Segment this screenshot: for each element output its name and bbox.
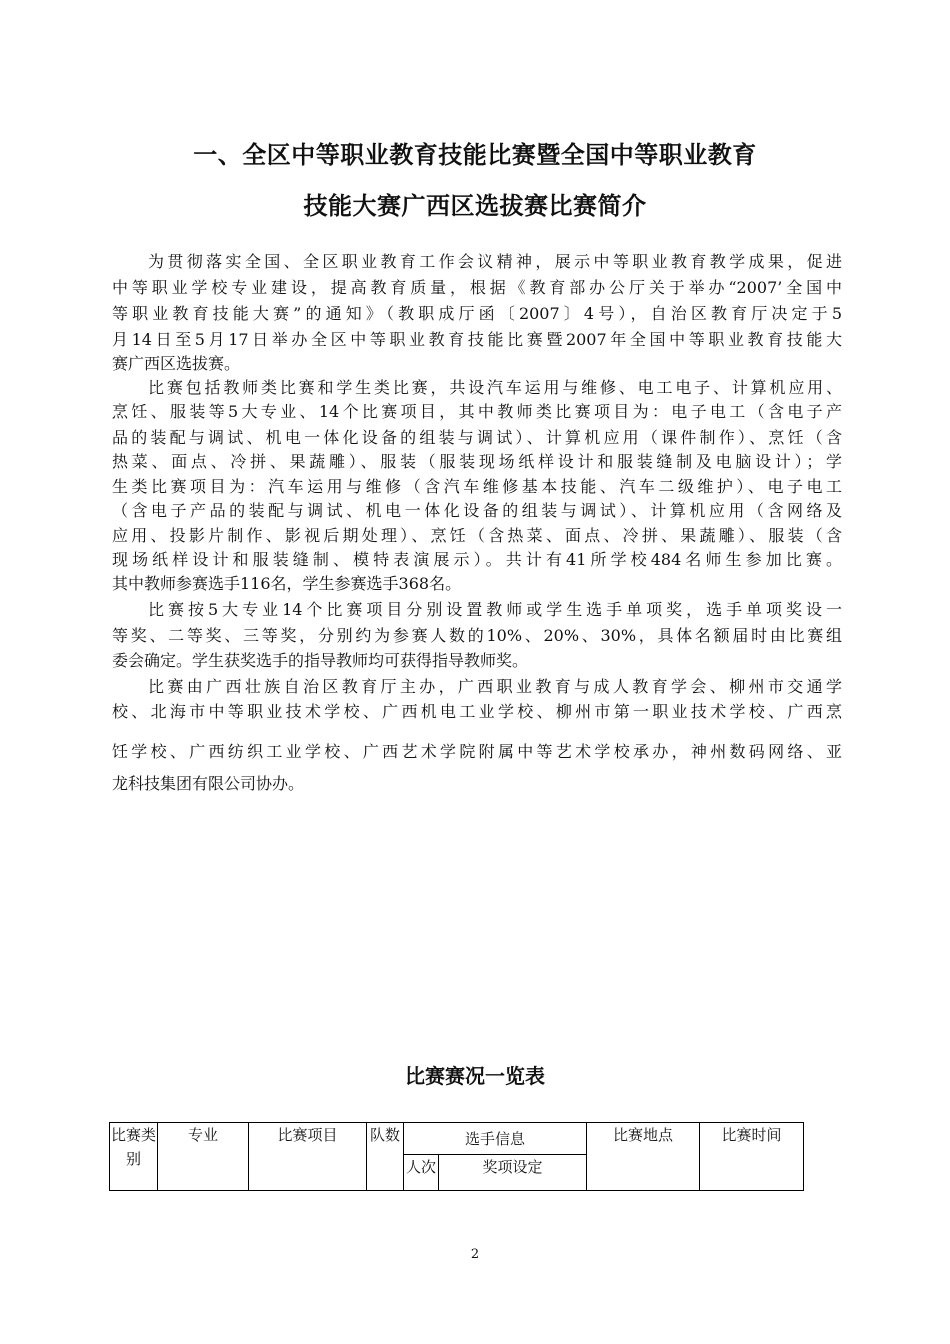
paragraph-line: 品的装配与调试、机电一体化设备的组装与调试）、计算机应用（课件制作）、烹饪（含 <box>112 428 842 447</box>
header-headcount: 人次 <box>404 1155 439 1191</box>
paragraph-line: 比赛由广西壮族自治区教育厅主办，广西职业教育与成人教育学会、柳州市交通学 <box>148 677 842 696</box>
paragraph-line: 饪学校、广西纺织工业学校、广西艺术学院附属中等艺术学校承办，神州数码网络、亚 <box>112 742 842 761</box>
header-time: 比赛时间 <box>700 1123 804 1191</box>
paragraph-line: 等奖、二等奖、三等奖，分别约为参赛人数的10%、20%、30%，具体名额届时由比赛组 <box>112 626 842 645</box>
paragraph-line: 月14日至5月17日举办全区中等职业教育技能比赛暨2007年全国中等职业教育技能大 <box>112 330 842 349</box>
document-title-line-2: 技能大赛广西区选拔赛比赛简介 <box>303 192 647 220</box>
header-teams: 队数 <box>367 1123 404 1191</box>
header-category: 比赛类别 <box>110 1123 158 1191</box>
paragraph-line: 比赛包括教师类比赛和学生类比赛，共设汽车运用与维修、电工电子、计算机应用、 <box>148 378 842 397</box>
paragraph-line: 应用、投影片制作、影视后期处理）、烹饪（含热菜、面点、冷拼、果蔬雕）、服装（含 <box>112 526 842 545</box>
header-awards: 奖项设定 <box>439 1155 587 1191</box>
paragraph-line: （含电子产品的装配与调试、机电一体化设备的组装与调试）、计算机应用（含网络及 <box>112 501 842 520</box>
paragraph-line: 委会确定。学生获奖选手的指导教师均可获得指导教师奖。 <box>112 651 529 670</box>
paragraph-line: 烹饪、服装等5大专业、14个比赛项目，其中教师类比赛项目为：电子电工（含电子产 <box>112 402 842 421</box>
table-title: 比赛赛况一览表 <box>405 1064 545 1088</box>
document-title-line-1: 一、全区中等职业教育技能比赛暨全国中等职业教育 <box>193 141 757 169</box>
paragraph-line: 龙科技集团有限公司协办。 <box>112 774 305 793</box>
paragraph-line: 其中教师参赛选手116名，学生参赛选手368名。 <box>112 574 462 593</box>
header-venue: 比赛地点 <box>587 1123 700 1191</box>
paragraph-line: 中等职业学校专业建设，提高教育质量，根据《教育部办公厅关于举办“2007’全国中 <box>112 278 842 297</box>
header-major: 专业 <box>158 1123 249 1191</box>
header-contestant-info: 选手信息 <box>404 1123 587 1155</box>
paragraph-line: 校、北海市中等职业技术学校、广西机电工业学校、柳州市第一职业技术学校、广西烹 <box>112 702 842 721</box>
paragraph-line: 赛广西区选拔赛。 <box>112 354 241 373</box>
paragraph-line: 比赛按5大专业14个比赛项目分别设置教师或学生选手单项奖，选手单项奖设一 <box>148 600 842 619</box>
header-item: 比赛项目 <box>249 1123 367 1191</box>
paragraph-line: 生类比赛项目为：汽车运用与维修（含汽车维修基本技能、汽车二级维护）、电子电工 <box>112 477 842 496</box>
paragraph-line: 现场纸样设计和服装缝制、模特表演展示）。共计有41所学校484名师生参加比赛。 <box>112 550 842 569</box>
paragraph-line: 热菜、面点、冷拼、果蔬雕）、服装（服装现场纸样设计和服装缝制及电脑设计）；学 <box>112 452 842 471</box>
competition-summary-table <box>109 1122 804 1191</box>
paragraph-line: 为贯彻落实全国、全区职业教育工作会议精神，展示中等职业教育教学成果，促进 <box>148 252 842 271</box>
page-number: 2 <box>470 1247 480 1262</box>
paragraph-line: 等职业教育技能大赛”的通知》（教职成厅函〔2007〕4号），自治区教育厅决定于5 <box>112 304 842 323</box>
